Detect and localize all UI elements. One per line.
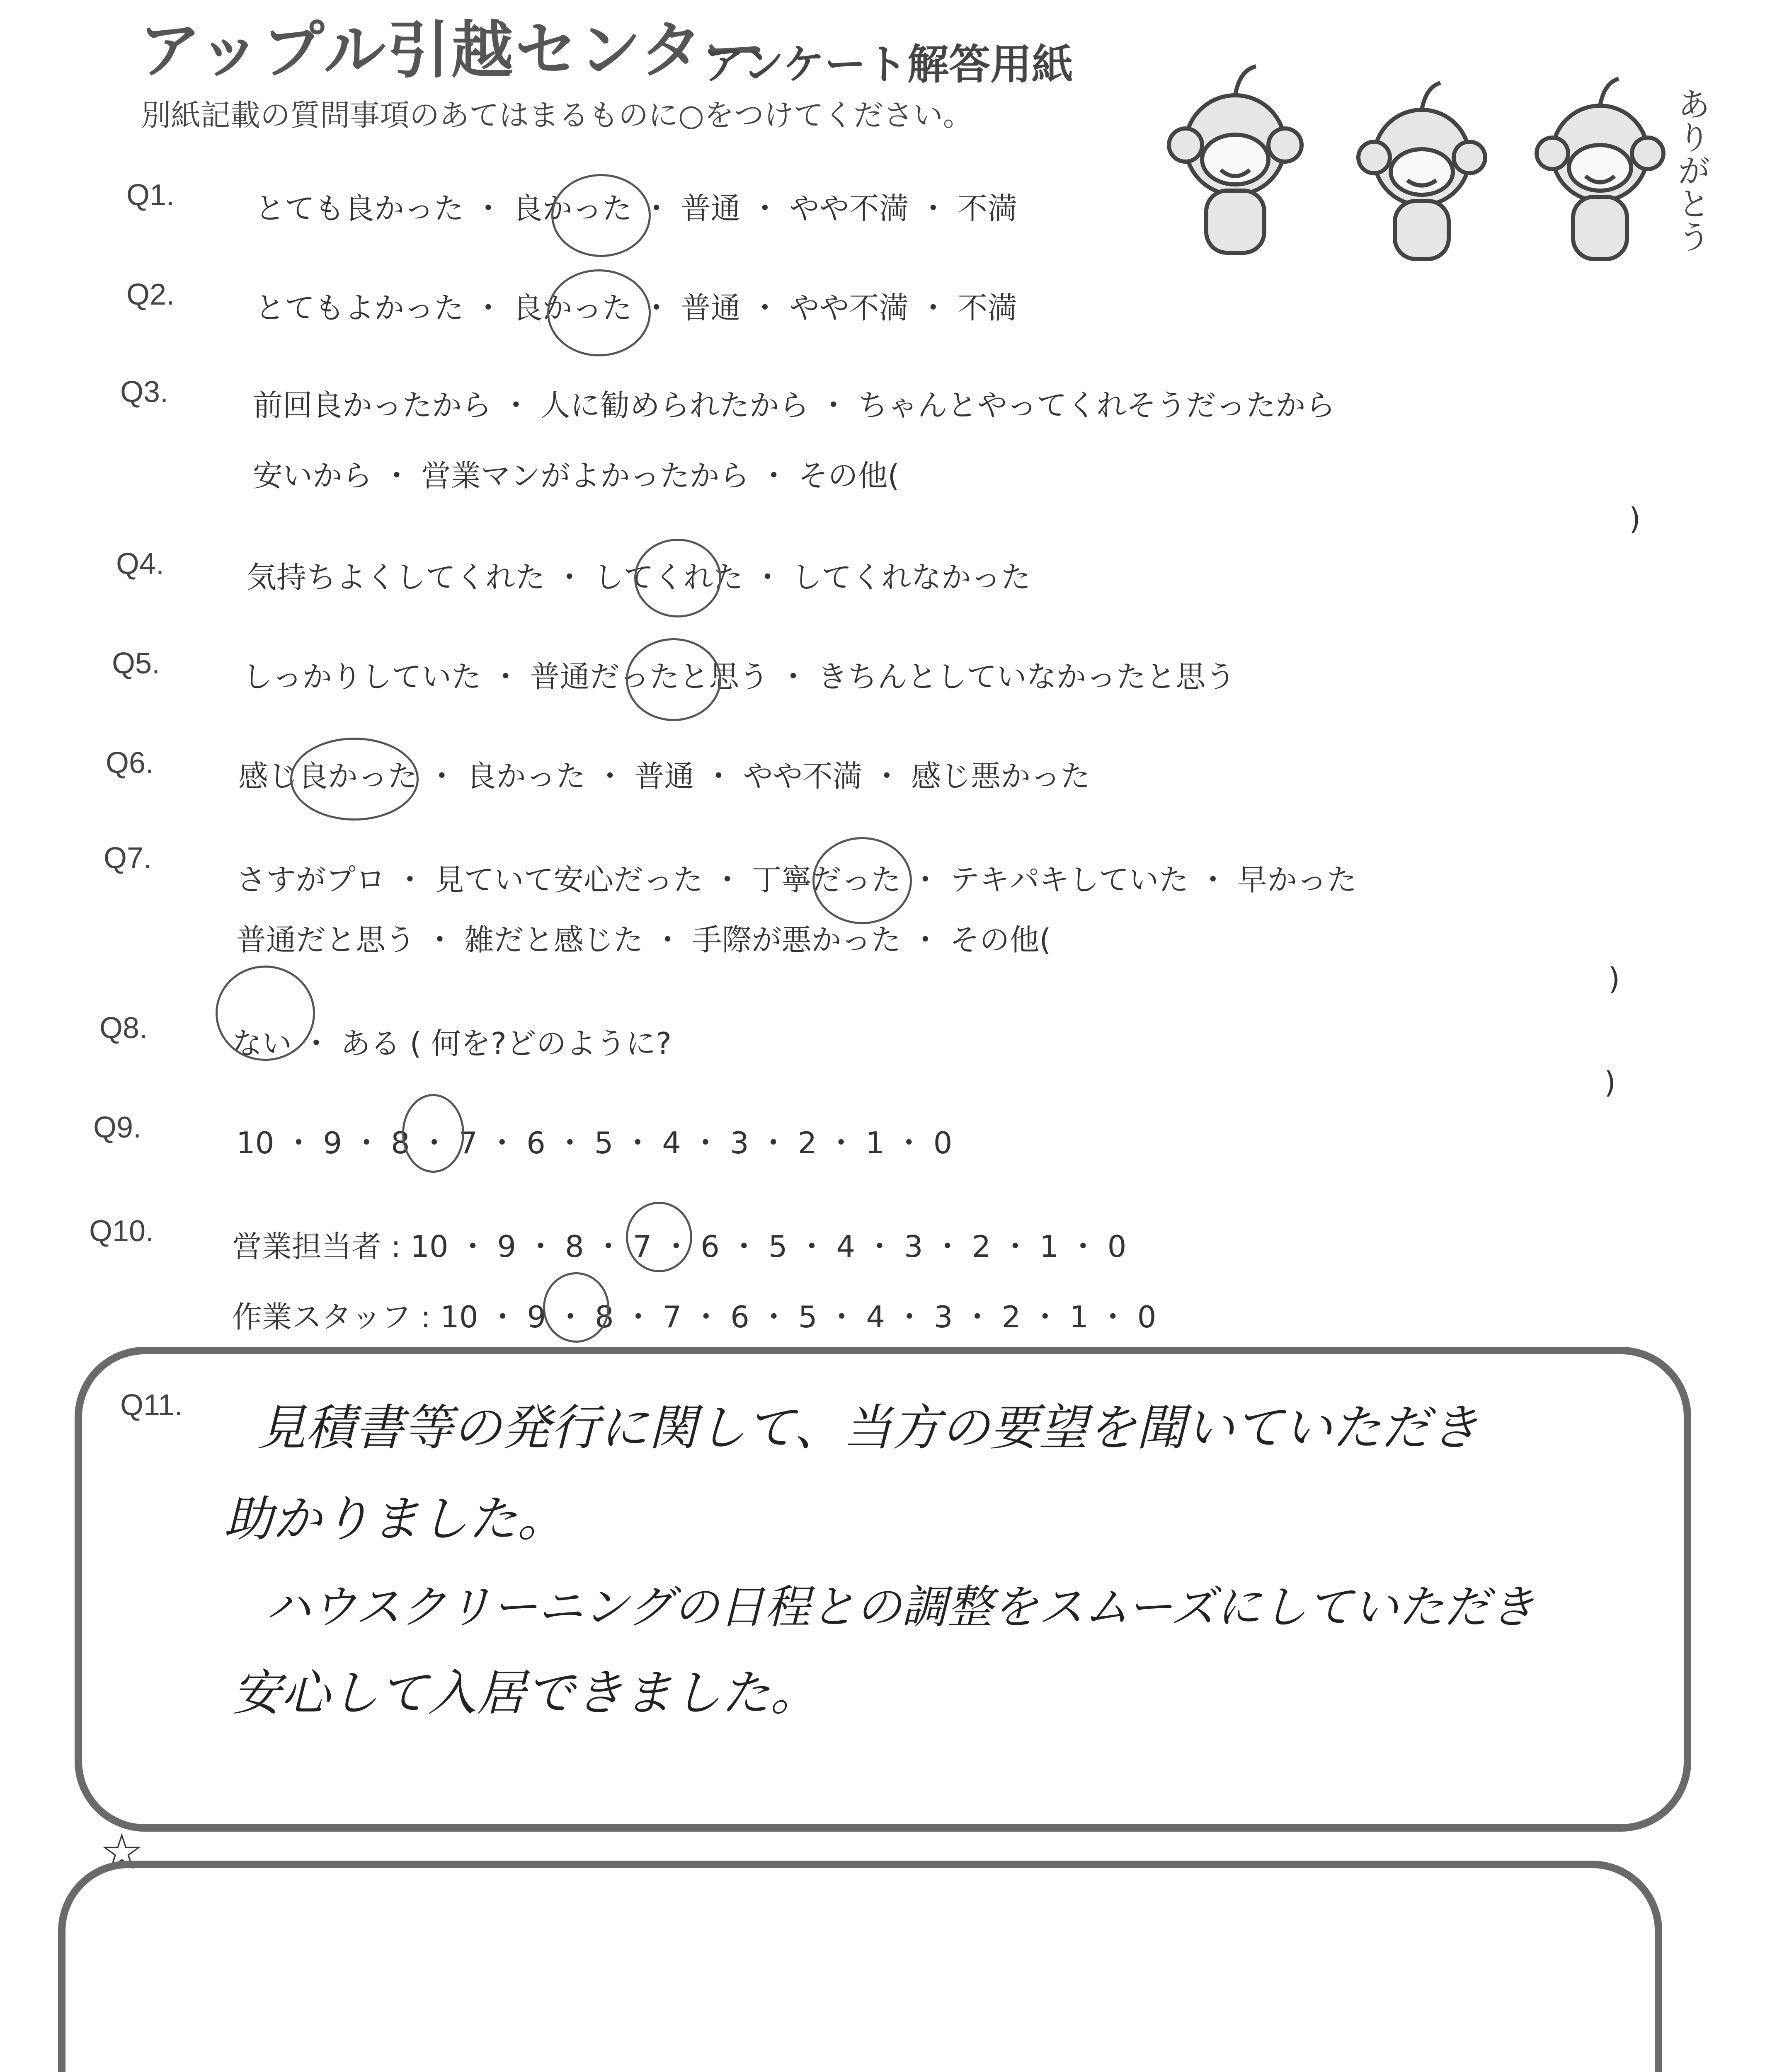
q3-options-line1: 前回良かったから ・ 人に勧められたから ・ ちゃんとやってくれそうだったから bbox=[253, 388, 1336, 423]
q10-label: Q10. bbox=[89, 1215, 154, 1248]
q4-label: Q4. bbox=[116, 547, 165, 581]
q7-options-line2: 普通だと思う ・ 雑だと感じた ・ 手際が悪かった ・ その他( bbox=[236, 922, 1051, 957]
q8-label: Q8. bbox=[99, 1012, 148, 1045]
q3-options-line2: 安いから ・ 営業マンがよかったから ・ その他( bbox=[253, 458, 899, 493]
q3-label: Q3. bbox=[120, 375, 169, 409]
q9-answer-circle bbox=[402, 1094, 464, 1173]
q5-answer-circle bbox=[626, 638, 721, 721]
instruction-text: 別紙記載の質問事項のあてはまるものに○をつけてください。 bbox=[141, 98, 973, 133]
q10-sales-scale: 営業担当者 : 10 ・ 9 ・ 8 ・ 7 ・ 6 ・ 5 ・ 4 ・ 3 ・ 2 ・ 1 ・ 0 bbox=[232, 1229, 1127, 1264]
q7-answer-circle bbox=[812, 837, 912, 924]
q7-close-paren: ) bbox=[1608, 961, 1620, 996]
q11-handwritten-line4: 安心して入居できました。 bbox=[232, 1664, 819, 1721]
q10-staff-answer-circle bbox=[543, 1272, 609, 1343]
monkey-1-icon bbox=[1169, 66, 1302, 253]
q1-answer-circle bbox=[551, 174, 651, 257]
q5-options: しっかりしていた ・ 普通だったと思う ・ きちんとしていなかったと思う bbox=[242, 659, 1236, 694]
monkey-3-icon bbox=[1537, 79, 1663, 259]
star-icon: ☆ bbox=[99, 1823, 144, 1881]
monkey-2-icon bbox=[1358, 83, 1485, 259]
q11-handwritten-line3: ハウスクリーニングの日程との調整をスムーズにしていただき bbox=[265, 1581, 1535, 1634]
free-comment-box bbox=[58, 1861, 1662, 2072]
q1-options: とても良かった ・ 良かった ・ 普通 ・ やや不満 ・ 不満 bbox=[255, 191, 1018, 226]
mascot-illustration bbox=[1152, 50, 1724, 274]
form-subtitle: アンケート解答用紙 bbox=[703, 40, 1073, 89]
q4-options: 気持ちよくしてくれた ・ してくれた ・ してくれなかった bbox=[247, 560, 1031, 595]
q11-label: Q11. bbox=[120, 1389, 183, 1422]
q8-close-paren: ) bbox=[1604, 1065, 1616, 1100]
q10-sales-answer-circle bbox=[626, 1202, 692, 1272]
q2-options: とてもよかった ・ 良かった ・ 普通 ・ やや不満 ・ 不満 bbox=[255, 290, 1018, 325]
q6-options: 感じ良かった ・ 良かった ・ 普通 ・ やや不満 ・ 感じ悪かった bbox=[238, 759, 1091, 794]
q10-staff-scale: 作業スタッフ : 10 ・ 9 ・ 8 ・ 7 ・ 6 ・ 5 ・ 4 ・ 3 ・ 2 ・ 1 ・ 0 bbox=[232, 1300, 1156, 1334]
q4-answer-circle bbox=[634, 539, 721, 617]
q1-label: Q1. bbox=[126, 179, 175, 212]
q2-answer-circle bbox=[547, 269, 651, 356]
mascot-caption: ありがとう bbox=[1672, 87, 1711, 253]
q7-options-line1: さすがプロ ・ 見ていて安心だった ・ 丁寧だった ・ テキパキしていた ・ 早かった bbox=[236, 862, 1357, 897]
q9-scale: 10 ・ 9 ・ 8 ・ 7 ・ 6 ・ 5 ・ 4 ・ 3 ・ 2 ・ 1 ・ 0 bbox=[236, 1126, 953, 1160]
q9-label: Q9. bbox=[93, 1111, 142, 1144]
form-title: アップル引越センター bbox=[139, 15, 768, 87]
q6-answer-circle bbox=[290, 738, 419, 821]
q11-handwritten-line1: 見積書等の発行に関して、当方の要望を聞いていただき bbox=[257, 1399, 1479, 1456]
q5-label: Q5. bbox=[112, 647, 160, 680]
q7-label: Q7. bbox=[104, 842, 152, 875]
q6-label: Q6. bbox=[106, 746, 154, 779]
q8-answer-circle bbox=[216, 966, 315, 1061]
q8-options: ない ・ ある ( 何を?どのように? bbox=[232, 1026, 672, 1061]
q2-label: Q2. bbox=[126, 278, 175, 311]
q11-handwritten-line2: 助かりました。 bbox=[224, 1490, 567, 1547]
q3-close-paren: ) bbox=[1629, 501, 1641, 536]
